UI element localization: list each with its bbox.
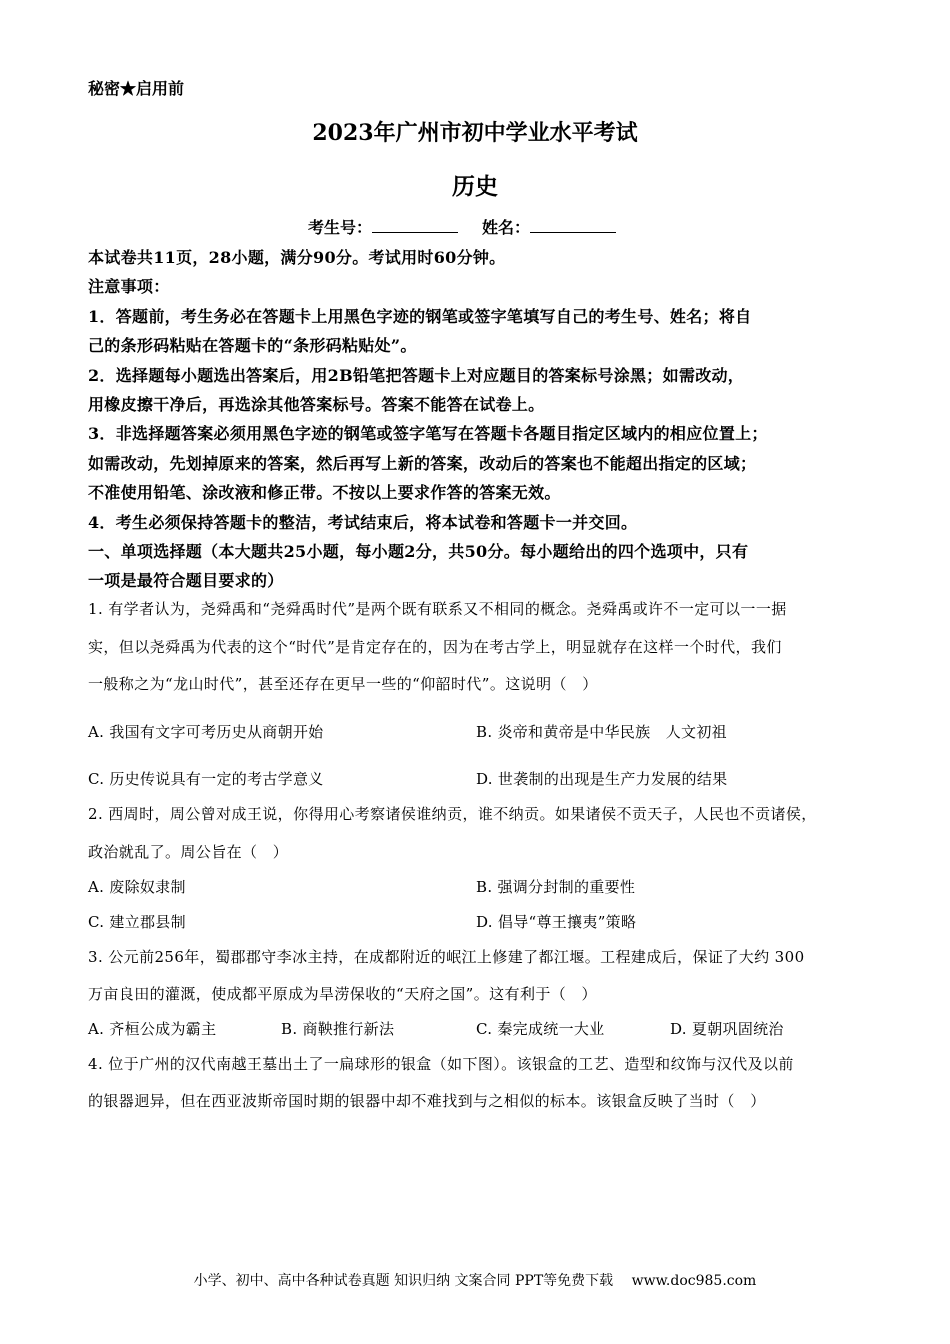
notice-line: 1．答题前，考生务必在答题卡上用黑色字迹的钢笔或签字笔填写自己的考生号、姓名；将自: [88, 307, 752, 326]
question-4-text: 4. 位于广州的汉代南越王墓出土了一扁球形的银盒（如下图）。该银盒的工艺、造型和纹饰与汉代及以前: [88, 1055, 794, 1073]
question-3-text: 万亩良田的灌溉，使成都平原成为旱涝保收的“天府之国”。这有利于（ ）: [88, 985, 597, 1003]
section-heading: 一、单项选择题（本大题共25小题，每小题2分，共50分。每小题给出的四个选项中，只有: [88, 542, 749, 561]
question-1-option-a: A. 我国有文字可考历史从商朝开始: [88, 723, 324, 741]
exam-intro: 本试卷共11页，28小题，满分90分。考试用时60分钟。: [88, 248, 506, 267]
question-1-text: 实，但以尧舜禹为代表的这个“时代”是肯定存在的，因为在考古学上，明显就存在这样一个时代，我们: [88, 638, 782, 656]
question-2-option-a: A. 废除奴隶制: [88, 878, 186, 896]
question-2-text: 2. 西周时，周公曾对成王说，你得用心考察诸侯谁纳贡，谁不纳贡。如果诸侯不贡天子，人民也不贡诸侯，: [88, 805, 817, 823]
subject-title: 历史: [452, 173, 498, 200]
confidential-label: 秘密★启用前: [88, 79, 185, 98]
exam-number-label: 考生号：: [308, 218, 373, 237]
notice-line: 如需改动，先划掉原来的答案，然后再写上新的答案，改动后的答案也不能超出指定的区域；: [88, 454, 757, 473]
question-3-option-b: B. 商鞅推行新法: [281, 1020, 395, 1038]
question-2-option-c: C. 建立郡县制: [88, 913, 186, 931]
notice-line: 2．选择题每小题选出答案后，用2B铅笔把答题卡上对应题目的答案标号涂黑；如需改动，: [88, 366, 745, 385]
name-blank: [530, 218, 616, 233]
question-2-text: 政治就乱了。周公旨在（ ）: [88, 843, 289, 861]
question-1-option-b: B. 炎帝和黄帝是中华民族 人文初祖: [476, 723, 727, 741]
question-1-option-c: C. 历史传说具有一定的考古学意义: [88, 770, 324, 788]
candidate-info-line: [308, 215, 640, 238]
question-3-text: 3. 公元前256年，蜀郡郡守李冰主持，在成都附近的岷江上修建了都江堰。工程建成后，保证了大约 300: [88, 948, 805, 966]
question-3-option-a: A. 齐桓公成为霸主: [88, 1020, 217, 1038]
notice-line: 己的条形码粘贴在答题卡的“条形码粘贴处”。: [88, 336, 417, 355]
notice-line: 4．考生必须保持答题卡的整洁，考试结束后，将本试卷和答题卡一并交回。: [88, 513, 638, 532]
exam-title: 2023年广州市初中学业水平考试: [312, 120, 638, 146]
name-label: 姓名：: [482, 218, 531, 237]
exam-number-blank: [372, 218, 458, 233]
question-3-option-c: C. 秦完成统一大业: [476, 1020, 605, 1038]
question-3-option-d: D. 夏朝巩固统治: [670, 1020, 784, 1038]
notice-line: 不准使用铅笔、涂改液和修正带。不按以上要求作答的答案无效。: [88, 483, 561, 502]
notice-line: 用橡皮擦干净后，再选涂其他答案标号。答案不能答在试卷上。: [88, 395, 545, 414]
question-1-text: 一般称之为“龙山时代”，甚至还存在更早一些的“仰韶时代”。这说明（ ）: [88, 675, 598, 693]
question-1-text: 1. 有学者认为，尧舜禹和“尧舜禹时代”是两个既有联系又不相同的概念。尧舜禹或许不一定可以一一据: [88, 600, 787, 618]
notice-title: 注意事项：: [88, 277, 170, 296]
question-2-option-d: D. 倡导“尊王攘夷”策略: [476, 913, 637, 931]
question-2-option-b: B. 强调分封制的重要性: [476, 878, 636, 896]
question-1-option-d: D. 世袭制的出现是生产力发展的结果: [476, 770, 728, 788]
section-heading: 一项是最符合题目要求的）: [88, 571, 284, 590]
notice-line: 3．非选择题答案必须用黑色字迹的钢笔或签字笔写在答题卡各题目指定区域内的相应位置上；: [88, 424, 768, 443]
question-4-text: 的银器迥异，但在西亚波斯帝国时期的银器中却不难找到与之相似的标本。该银盒反映了当时（ ）: [88, 1092, 766, 1110]
page-footer: 小学、初中、高中各种试卷真题 知识归纳 文案合同 PPT等免费下载 www.doc985.com: [193, 1273, 757, 1289]
